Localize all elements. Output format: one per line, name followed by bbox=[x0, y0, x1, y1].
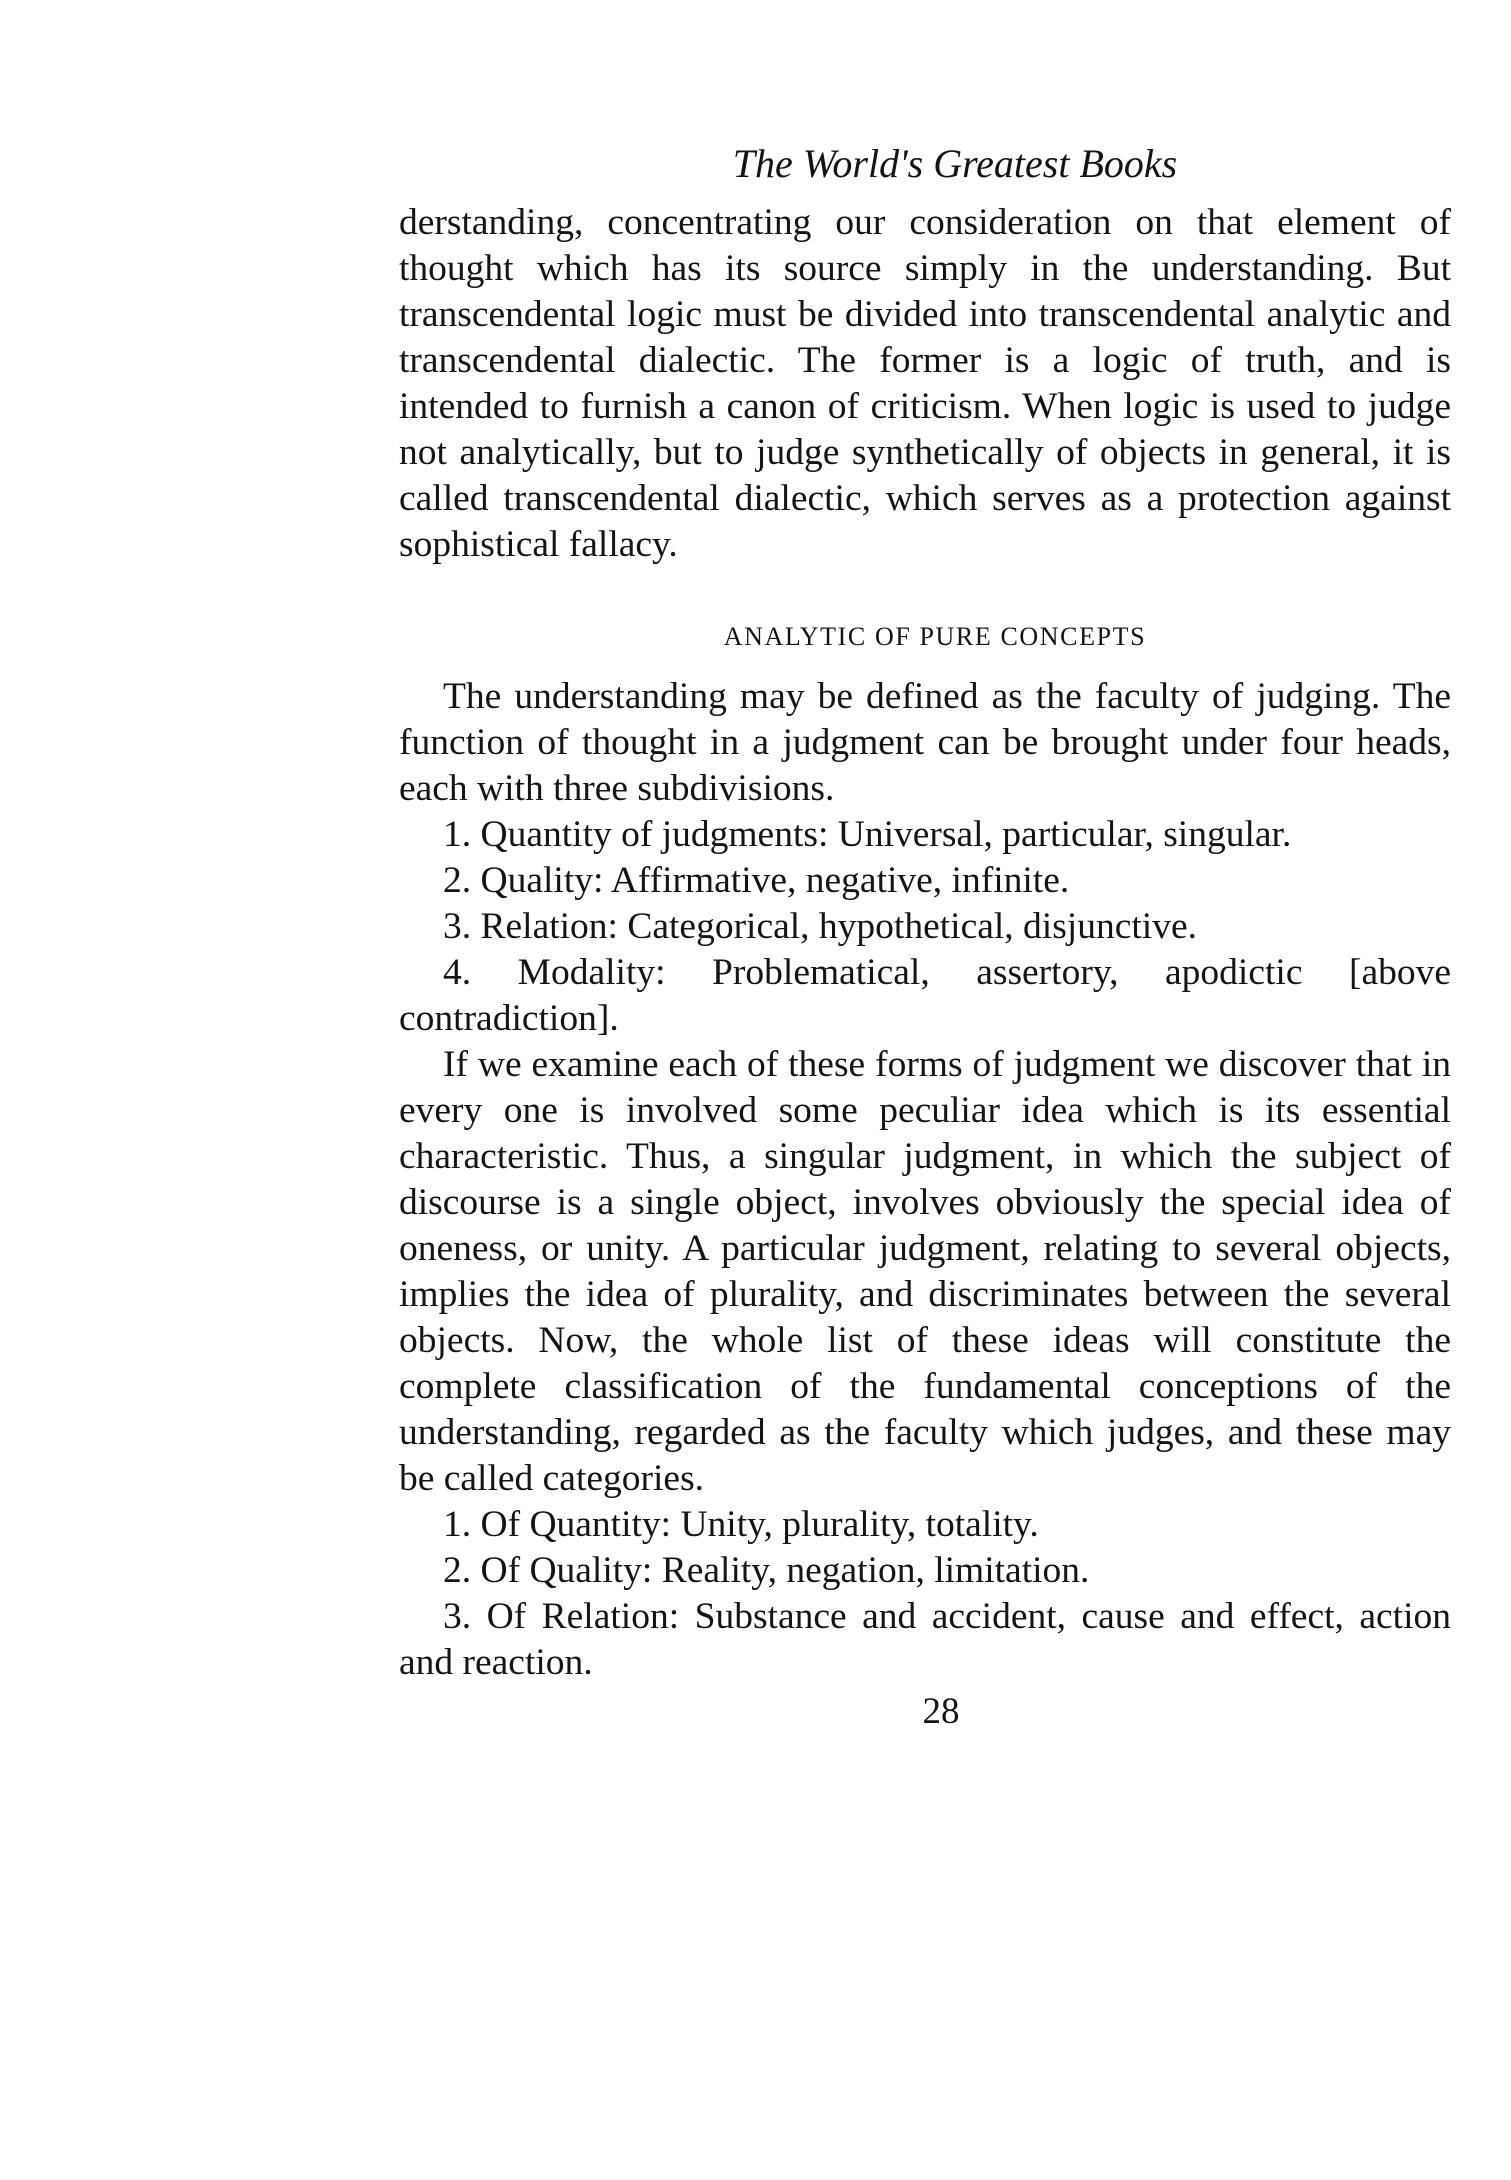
book-page bbox=[399, 140, 1451, 1734]
categories-paragraph: If we examine each of these forms of judgment we discover that in every one is involved some peculiar idea which is its essential characteristic. Thus, a singular judgment, in which the subject of discourse is a single object, involves obviously the special idea of oneness, or unity. A particular judgment, relating to several objects, implies the idea of plurality, and discriminates between the several objects. Now, the whole list of these ideas will constitute the complete classification of the fundamental conceptions of the understanding, regarded as the faculty which judges, and these may be called categories. bbox=[399, 1044, 1451, 1499]
page-number: 28 bbox=[922, 1691, 960, 1732]
list-item: 1. Quantity of judgments: Universal, particular, singular. bbox=[443, 814, 1292, 855]
list-item: 3. Relation: Categorical, hypothetical, disjunctive. bbox=[443, 906, 1197, 947]
section-heading: ANALYTIC OF PURE CONCEPTS bbox=[723, 622, 1147, 651]
list-item: 4. Modality: Problematical, assertory, apodictic [above contradiction]. bbox=[399, 952, 1451, 1039]
running-head: The World's Greatest Books bbox=[732, 141, 1178, 186]
categories-list bbox=[399, 1502, 1451, 1686]
opening-paragraph: derstanding, concentrating our consideration on that element of thought which has its source simply in the understanding. But transcendental logic must be divided into transcendental analytic and transcendental dialectic. The former is a logic of truth, and is intended to furnish a canon of criticism. When logic is used to judge not analytically, but to judge synthetically of objects in general, it is called transcendental dialectic, which serves as a protection against sophistical fallacy. bbox=[399, 202, 1451, 565]
list-item: 2. Quality: Affirmative, negative, infinite. bbox=[443, 860, 1070, 901]
judgment-forms-list bbox=[399, 812, 1451, 1042]
intro-paragraph: The understanding may be defined as the faculty of judging. The function of thought in a judgment can be brought under four heads, each with three subdivisions. bbox=[399, 676, 1451, 809]
list-item: 2. Of Quality: Reality, negation, limitation. bbox=[443, 1550, 1090, 1591]
list-item: 3. Of Relation: Substance and accident, cause and effect, action and reaction. bbox=[399, 1596, 1451, 1683]
list-item: 1. Of Quantity: Unity, plurality, totality. bbox=[443, 1504, 1039, 1545]
